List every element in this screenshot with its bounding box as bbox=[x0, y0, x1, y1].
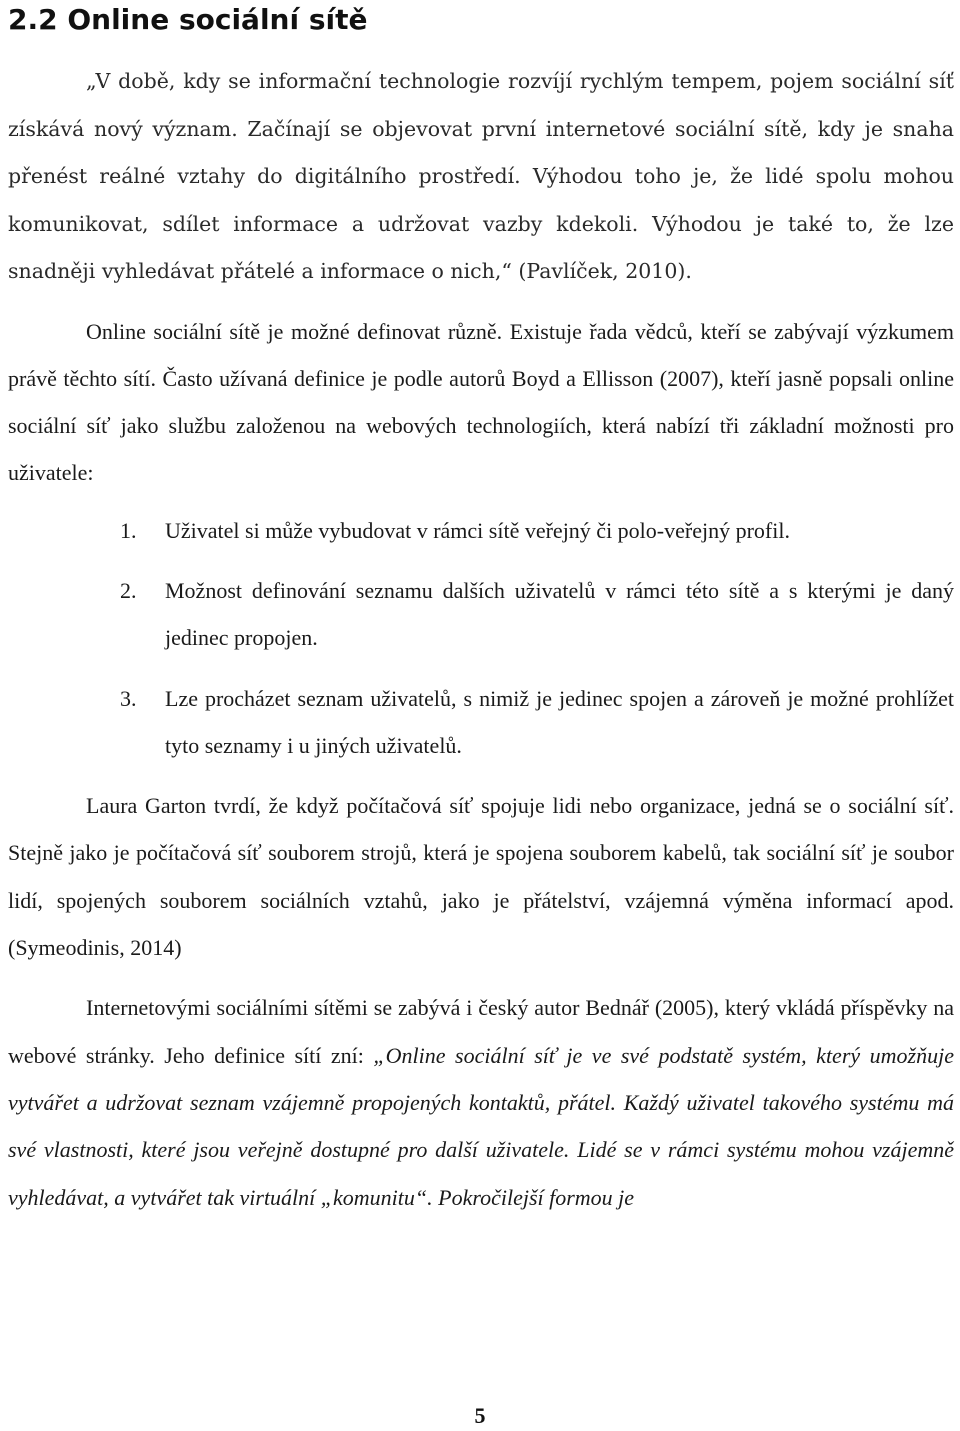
list-item-text: Uživatel si může vybudovat v rámci sítě veřejný či polo-veřejný profil. bbox=[165, 517, 790, 543]
list-item-text: Možnost definování seznamu dalších uživatelů v rámci této sítě a s kterými je daný jedinec propojen. bbox=[165, 577, 954, 651]
list-item bbox=[8, 567, 954, 662]
quote-paragraph: „V době, kdy se informační technologie rozvíjí rychlým tempem, pojem sociální síť získává nový význam. Začínají se objevovat první internetové sociální sítě, kdy je snaha přenést reálné vztahy do digitálního prostředí. Výhodou toho je, že lidé spolu mohou komunikovat, sdílet informace a udržovat vazby kdekoli. Výhodou je také to, že lze snadněji vyhledávat přátelé a informace o nich,“ (Pavlíček, 2010). bbox=[8, 69, 954, 283]
bednar-paragraph bbox=[8, 984, 954, 1220]
list-item-number: 2. bbox=[120, 577, 137, 603]
numbered-list bbox=[8, 507, 954, 769]
page-number: 5 bbox=[474, 1403, 486, 1428]
list-item-number: 3. bbox=[120, 685, 137, 711]
document-page bbox=[8, 0, 954, 1221]
garton-paragraph: Laura Garton tvrdí, že když počítačová síť spojuje lidi nebo organizace, jedná se o sociální síť. Stejně jako je počítačová síť souborem strojů, která je spojena souborem kabelů, tak sociální síť je soubor lidí, spojených souborem sociálních vztahů, jako je přátelství, vzájemná výměna informací apod. (Symeodinis, 2014) bbox=[8, 793, 954, 961]
bednar-text: Internetovými sociálními sítěmi se zabývá i český autor Bednář (2005), který vkládá příspěvky na webové stránky. Jeho definice sítí zní: bbox=[8, 995, 954, 1068]
section-heading: 2.2 Online sociální sítě bbox=[8, 3, 368, 36]
bednar-definition-quote: „Online sociální síť je ve své podstatě systém, který umožňuje vytvářet a udržovat seznam vzájemně propojených kontaktů, přátel. Každý uživatel takového systému má své vlastnosti, které jsou veřejně dostupné pro další uživatele. Lidé se v rámci systému mohou vzájemně vyhledávat, a vytvářet tak virtuální „komunitu“. Pokročilejší formou je bbox=[8, 1042, 954, 1210]
list-item-number: 1. bbox=[120, 517, 137, 543]
list-item bbox=[8, 675, 954, 770]
list-item-text: Lze procházet seznam uživatelů, s nimiž je jedinec spojen a zároveň je možné prohlížet tyto seznamy i u jiných uživatelů. bbox=[165, 685, 954, 758]
list-item bbox=[8, 507, 954, 554]
definition-paragraph: Online sociální sítě je možné definovat různě. Existuje řada vědců, kteří se zabývají výzkumem právě těchto sítí. Často užívaná definice je podle autorů Boyd a Ellisson (2007), kteří jasně popsali online sociální síť jako službu založenou na webových technologiích, která nabízí tři základní možnosti pro uživatele: bbox=[8, 318, 954, 486]
